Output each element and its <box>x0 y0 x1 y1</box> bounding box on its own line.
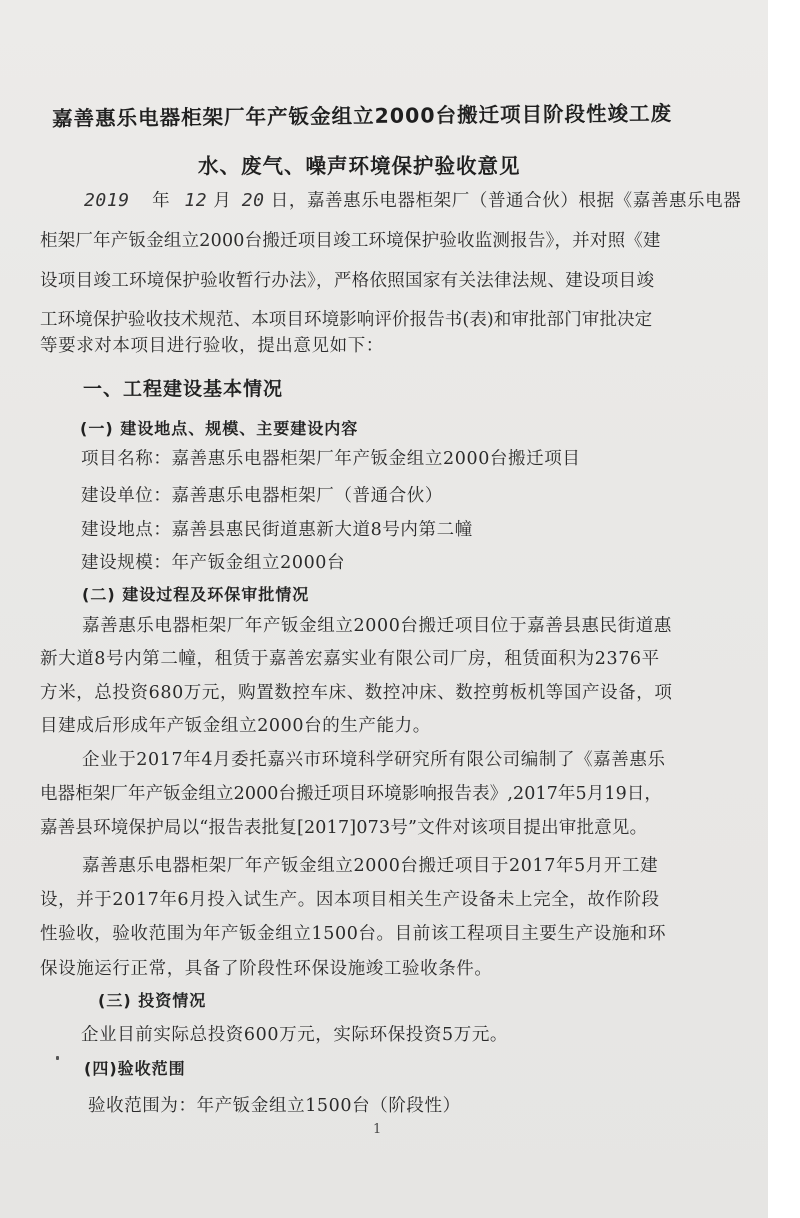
date-month-char: 月 <box>213 191 232 211</box>
page-number: 1 <box>373 1122 382 1137</box>
intro-line-1-text: 日，嘉善惠乐电器柜架厂（普通合伙）根据《嘉善惠乐电器 <box>270 191 742 211</box>
intro-line-2: 柜架厂年产钣金组立2000台搬迁项目竣工环境保护验收监测报告》，并对照《建 <box>40 231 661 251</box>
intro-line-3: 设项目竣工环境保护验收暂行办法》，严格依照国家有关法律法规、建设项目竣 <box>40 271 655 291</box>
ink-dot <box>56 1056 59 1060</box>
build-unit: 建设单位：嘉善惠乐电器柜架厂（普通合伙） <box>81 486 443 506</box>
scope-text: 验收范围为：年产钣金组立1500台（阶段性） <box>88 1096 461 1116</box>
document-title-line2: 水、废气、噪声环境保护验收意见 <box>198 154 521 178</box>
para3-line-2: 电器柜架厂年产钣金组立2000台搬迁项目环境影响报告表》,2017年5月19日， <box>40 784 663 804</box>
para2-line-3: 方米，总投资680万元，购置数控车床、数控冲床、数控剪板机等国产设备，项 <box>40 683 673 703</box>
scan-margin <box>768 0 800 1218</box>
para2-line-1: 嘉善惠乐电器柜架厂年产钣金组立2000台搬迁项目位于嘉善县惠民街道惠 <box>82 616 672 636</box>
para3-line-3: 嘉善县环境保护局以“报告表批复[2017]073号”文件对该项目提出审批意见。 <box>40 818 648 838</box>
investment-text: 企业目前实际总投资600万元，实际环保投资5万元。 <box>81 1025 509 1045</box>
subsection1-heading: (一) 建设地点、规模、主要建设内容 <box>80 419 359 438</box>
date-year-char: 年 <box>152 191 171 211</box>
intro-line-1 <box>84 187 741 212</box>
intro-line-5: 等要求对本项目进行验收，提出意见如下： <box>40 336 384 356</box>
subsection4-heading: (四)验收范围 <box>84 1059 186 1078</box>
subsection3-heading: (三) 投资情况 <box>98 991 207 1010</box>
para4-line-2: 设，并于2017年6月投入试生产。因本项目相关生产设备未上完全，故作阶段 <box>40 890 660 910</box>
handwritten-month: 12 <box>184 190 208 211</box>
build-site: 建设地点：嘉善县惠民街道惠新大道8号内第二幢 <box>81 520 473 540</box>
document-title-line1: 嘉善惠乐电器柜架厂年产钣金组立2000台搬迁项目阶段性竣工废 <box>51 101 673 131</box>
handwritten-year: 2019 <box>84 190 130 211</box>
build-scale: 建设规模：年产钣金组立2000台 <box>81 553 346 573</box>
handwritten-day: 20 <box>241 190 265 211</box>
para4-line-1: 嘉善惠乐电器柜架厂年产钣金组立2000台搬迁项目于2017年5月开工建 <box>82 856 659 876</box>
section1-heading: 一、工程建设基本情况 <box>83 378 284 400</box>
para2-line-2: 新大道8号内第二幢，租赁于嘉善宏嘉实业有限公司厂房，租赁面积为2376平 <box>40 649 660 669</box>
para4-line-3: 性验收，验收范围为年产钣金组立1500台。目前该工程项目主要生产设施和环 <box>40 924 667 944</box>
project-name: 项目名称：嘉善惠乐电器柜架厂年产钣金组立2000台搬迁项目 <box>81 449 581 469</box>
para4-line-4: 保设施运行正常，具备了阶段性环保设施竣工验收条件。 <box>40 959 493 979</box>
para2-line-4: 目建成后形成年产钣金组立2000台的生产能力。 <box>40 716 431 736</box>
para3-line-1: 企业于2017年4月委托嘉兴市环境科学研究所有限公司编制了《嘉善惠乐 <box>82 750 666 770</box>
subsection2-heading: (二) 建设过程及环保审批情况 <box>82 585 310 604</box>
intro-line-4: 工环境保护验收技术规范、本项目环境影响评价报告书(表)和审批部门审批决定 <box>40 310 653 330</box>
